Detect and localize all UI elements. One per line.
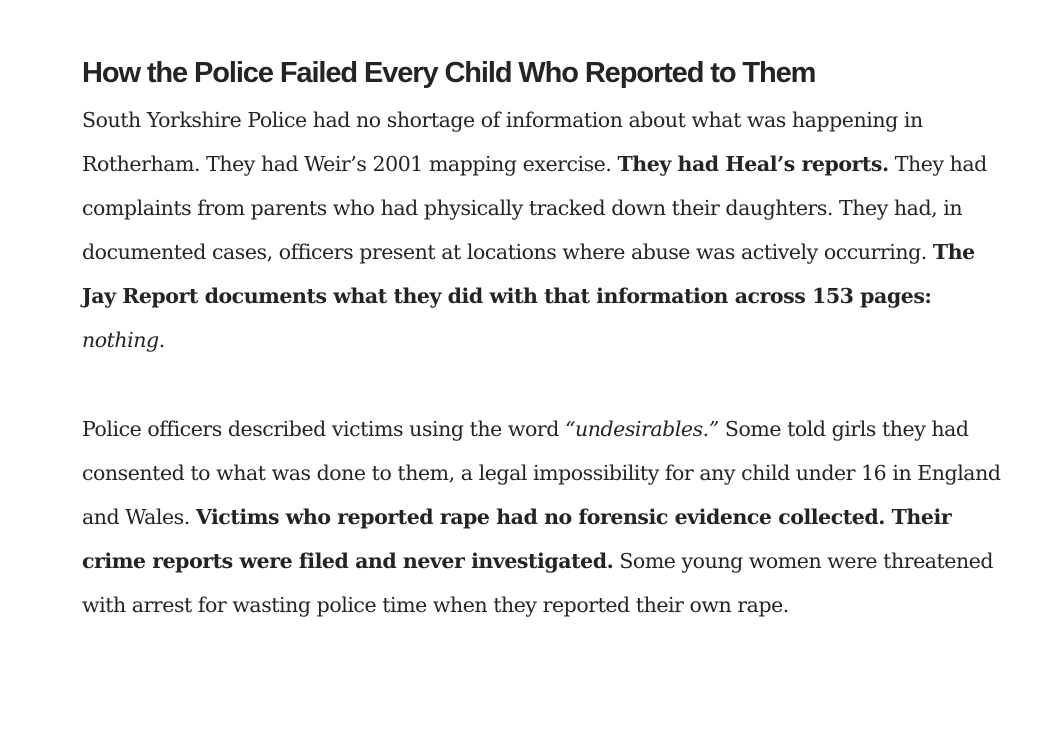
text-segment: South Yorkshire Police had no shortage of information about what was happening in Rotherham. They had Weir’s 2001 mapping exercise. [82,108,923,176]
italic-text-nothing: nothing [82,328,159,352]
text-segment: Some told girls they had consented to what was done to them, a legal impossibility for any child under 16 in England and Wales. [82,417,1001,529]
section-heading: How the Police Failed Every Child Who Reported to Them [82,57,816,89]
bold-text-jay-report: The Jay Report documents what they did with that information across 153 pages: [82,240,975,308]
text-segment: . [158,328,165,352]
article-section [82,54,1012,627]
bold-text-forensic-evidence: Victims who reported rape had no forensic evidence collected. Their crime reports were filed and never investigated. [82,505,952,573]
text-segment: They had complaints from parents who had physically tracked down their daughters. They had, in documented cases, officers present at locations where abuse was actively occurring. [82,152,987,264]
italic-text-undesirables: “undesirables.” [564,417,719,441]
bold-text-heal-reports: They had Heal’s reports. [617,152,889,176]
text-segment: Police officers described victims using the word [82,417,565,441]
paragraph-victim-treatment [82,407,1012,627]
text-segment: Some young women were threatened with arrest for wasting police time when they reported their own rape. [82,549,994,617]
paragraph-police-information [82,98,1012,362]
